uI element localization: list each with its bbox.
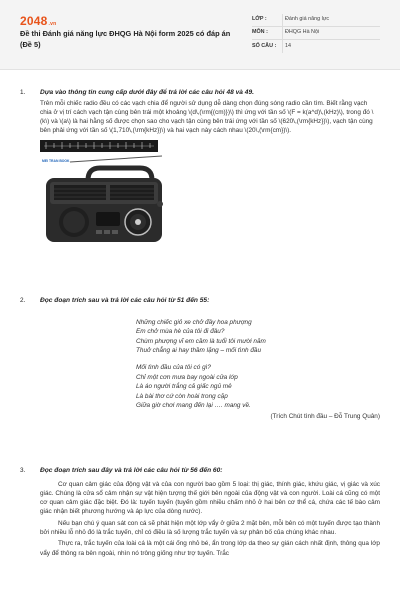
radio-icon bbox=[40, 154, 190, 248]
poem-line: Chùm phượng vĩ em cầm là tuổi tôi mười năm bbox=[136, 337, 266, 345]
question-title: Đọc đoạn trích sau đây và trả lời các câu hỏi từ 56 đến 60: bbox=[40, 467, 223, 474]
document-title: Đề thi Đánh giá năng lực ĐHQG Hà Nội form 2025 có đáp án (Đề 5) bbox=[20, 29, 231, 50]
question-number: 2. bbox=[20, 297, 26, 304]
radio-image bbox=[40, 140, 190, 248]
meta-row-count bbox=[252, 40, 380, 53]
poem-stanza bbox=[136, 363, 380, 411]
question-2 bbox=[20, 296, 380, 421]
poem-credit: (Trích Chút tình đầu – Đỗ Trung Quân) bbox=[270, 413, 380, 421]
poem-line: Là áo người trắng cả giấc ngủ mê bbox=[136, 383, 232, 391]
poem-stanza bbox=[136, 318, 380, 356]
frequency-strip-ticks bbox=[40, 140, 158, 152]
meta-key: LỚP : bbox=[252, 16, 267, 23]
poem bbox=[136, 318, 380, 411]
poem-line: Giữa giờ chơi mang đến lại …. mang về. bbox=[136, 402, 251, 410]
poem-line: Em chở mùa hè của tôi đi đâu? bbox=[136, 328, 225, 336]
question-3 bbox=[20, 466, 380, 558]
logo-main: 2048 bbox=[20, 14, 48, 28]
brand-label: MEI TRAN BOOK bbox=[42, 158, 70, 163]
meta-value: ĐHQG Hà Nội bbox=[282, 27, 380, 39]
logo-suffix: .vn bbox=[48, 21, 57, 27]
meta-table bbox=[252, 14, 380, 53]
poem-line: Mối tình đầu của tôi có gì? bbox=[136, 363, 211, 371]
document-header bbox=[0, 0, 400, 70]
poem-line: Thuở chẳng ai hay thầm lặng – mối tình đầu bbox=[136, 347, 262, 355]
question-1 bbox=[20, 88, 380, 248]
paragraph: Nếu bạn chú ý quan sát con cá sẽ phát hiện một lớp vẩy ở giữa 2 mặt bên, mỗi bên có một tuyến được tạo thành bởi nhiều lỗ nhỏ đó là trắc tuyến, chỉ có điều là số lượng trắc tuyến và sự phân bố của chúng khác nhau. bbox=[40, 519, 380, 536]
meta-key: SỐ CÂU : bbox=[252, 42, 277, 49]
meta-row-class bbox=[252, 14, 380, 27]
paragraph: Thực ra, trắc tuyến của loài cá là một cái ống nhỏ bé, ẩn trong lớp da theo sự gián cách nhất định, thông qua lớp vẩy để thông ra bên ngoài, nhìn nó trông giống như trợ tuyến. Trắc bbox=[40, 540, 380, 557]
question-number: 1. bbox=[20, 89, 26, 96]
meta-value: 14 bbox=[282, 40, 380, 53]
question-title: Dựa vào thông tin cung cấp dưới đây để trả lời các câu hỏi 48 và 49. bbox=[40, 89, 254, 96]
meta-key: MÔN : bbox=[252, 29, 268, 36]
meta-value: Đánh giá năng lực bbox=[282, 14, 380, 26]
question-text: Trên mỗi chiếc radio đều có các vạch chia để người sử dụng dễ dàng chọn đúng sóng radio cần tìm. Biết rằng vạch chia ở vị trí cách vạch tận cùng bên trái một khoảng \(d\,(\rm{(cm)})\) thì ứng với tần số \(F = k(a^d)\,(kHz)\), trong đó \(k\) và \(a\) là hai hằng số được chọn sao cho vạch tận cùng bên trái ứng với tần số \(620\,(\rm{kHz})\), vạch tận cùng bên phải ứng với tần số \(1,710\,(\rm{kHz})\) và hai vạch này cách nhau \(20\,(\rm{cm})\). bbox=[40, 99, 374, 135]
poem-line: Chỉ một cơn mưa bay ngoài cửa lớp bbox=[136, 373, 238, 381]
question-title: Đọc đoạn trích sau và trả lời các câu hỏi từ 51 đến 55: bbox=[40, 297, 210, 304]
question-number: 3. bbox=[20, 467, 26, 474]
poem-line: Những chiếc giỏ xe chở đầy hoa phượng bbox=[136, 318, 252, 326]
poem-line: Là bài thơ cứ còn hoài trong cặp bbox=[136, 392, 228, 400]
meta-row-subject bbox=[252, 27, 380, 40]
paragraph: Cơ quan cảm giác của động vật và của con người bao gồm 5 loại: thị giác, thính giác, khứu giác, vị giác và xúc giác. Chúng là cửa sổ cảm nhận sự vật hiện tượng thế giới bên ngoài của động vật và con người. Loài cá cũng có một cơ quan cảm giác đặc biệt. Đó là: tuyến tuyến (tuyến gồm nhiều chấm nhỏ ở hai bên cơ thể cá, chứa các tế bào cảm giác nhận biết phương hướng và áp lực của dòng nước). bbox=[40, 480, 380, 516]
